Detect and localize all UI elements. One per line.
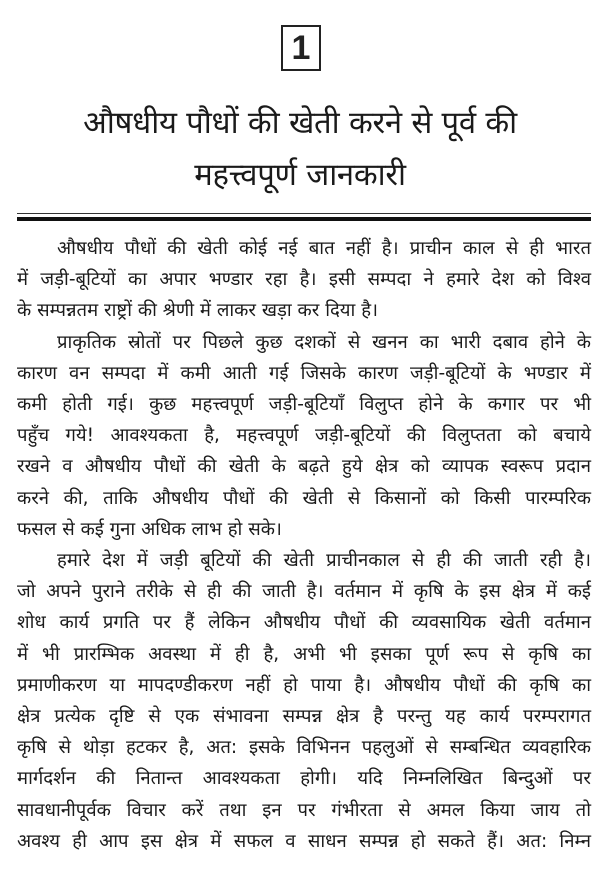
- text-line: पहुँच गये! आवश्यकता है, महत्त्वपूर्ण जड़ी-बूटियों की विलुप्तता को बचाये: [17, 425, 591, 447]
- text-line: सावधानीपूर्वक विचार करें तथा इन पर गंभीरता से अमल किया जाय तो: [17, 799, 591, 821]
- text-line: करने की, ताकि औषधीय पौधों की खेती से किसानों को किसी पारम्परिक: [17, 487, 591, 509]
- text-line: औषधीय पौधों की खेती कोई नई बात नहीं है। प्राचीन काल से ही भारत: [57, 238, 591, 259]
- text-line: प्रमाणीकरण या मापदण्डीकरण नहीं हो पाया है। औषधीय पौधों की कृषि का: [17, 674, 591, 696]
- text-line: प्राकृतिक स्रोतों पर पिछले कुछ दशकों से खनन का भारी दबाव होने के: [57, 331, 591, 353]
- text-line: जो अपने पुराने तरीके से ही की जाती है। वर्तमान में कृषि के इस क्षेत्र में कई: [17, 581, 591, 603]
- text-line: कमी होती गई। कुछ महत्त्वपूर्ण जड़ी-बूटियाँ विलुप्त होने के कगार पर भी: [17, 394, 591, 416]
- title-divider-thick: [17, 217, 591, 221]
- text-line: हमारे देश में जड़ी बूटियों की खेती प्राचीनकाल से ही की जाती रही है।: [57, 550, 591, 572]
- title-divider-thin: [17, 213, 591, 214]
- text-line: फसल से कई गुना अधिक लाभ हो सके।: [17, 518, 282, 540]
- text-line: के सम्पन्नतम राष्ट्रों की श्रेणी में लाकर खड़ा कर दिया है।: [17, 300, 379, 322]
- text-line: में भी प्रारम्भिक अवस्था में ही है, अभी भी इसका पूर्ण रूप से कृषि का: [17, 643, 591, 665]
- text-line: रखने व औषधीय पौधों की खेती के बढ़ते हुये क्षेत्र को व्यापक स्वरूप प्रदान: [17, 456, 591, 478]
- chapter-title-line-2: महत्त्वपूर्ण जानकारी: [194, 157, 406, 193]
- chapter-number: 1: [291, 28, 311, 67]
- body-text: [17, 233, 591, 857]
- text-line: मार्गदर्शन की नितान्त आवश्यकता होगी। यदि निम्नलिखित बिन्दुओं पर: [17, 768, 591, 790]
- chapter-title-line-1: औषधीय पौधों की खेती करने से पूर्व की: [83, 105, 517, 141]
- text-line: शोध कार्य प्रगति पर हैं लेकिन औषधीय पौधों की व्यवसायिक खेती वर्तमान: [17, 612, 591, 634]
- text-line: अवश्य ही आप इस क्षेत्र में सफल व साधन सम्पन्न हो सकते हैं। अत: निम्न: [17, 830, 591, 852]
- paragraph-1: [17, 233, 591, 327]
- paragraph-2: [17, 327, 591, 545]
- text-line: क्षेत्र प्रत्येक दृष्टि से एक संभावना सम्पन्न क्षेत्र है परन्तु यह कार्य परम्परागत: [17, 706, 591, 728]
- paragraph-3: [17, 545, 591, 857]
- text-line: कारण वन सम्पदा में कमी आती गई जिसके कारण जड़ी-बूटियों के भण्डार में: [17, 362, 591, 384]
- chapter-number-box: [281, 25, 321, 71]
- text-line: में जड़ी-बूटियों का अपार भण्डार रहा है। इसी सम्पदा ने हमारे देश को विश्व: [17, 269, 591, 291]
- text-line: कृषि से थोड़ा हटकर है, अत: इसके विभिनन पहलुओं से सम्बन्धित व्यवहारिक: [17, 737, 591, 759]
